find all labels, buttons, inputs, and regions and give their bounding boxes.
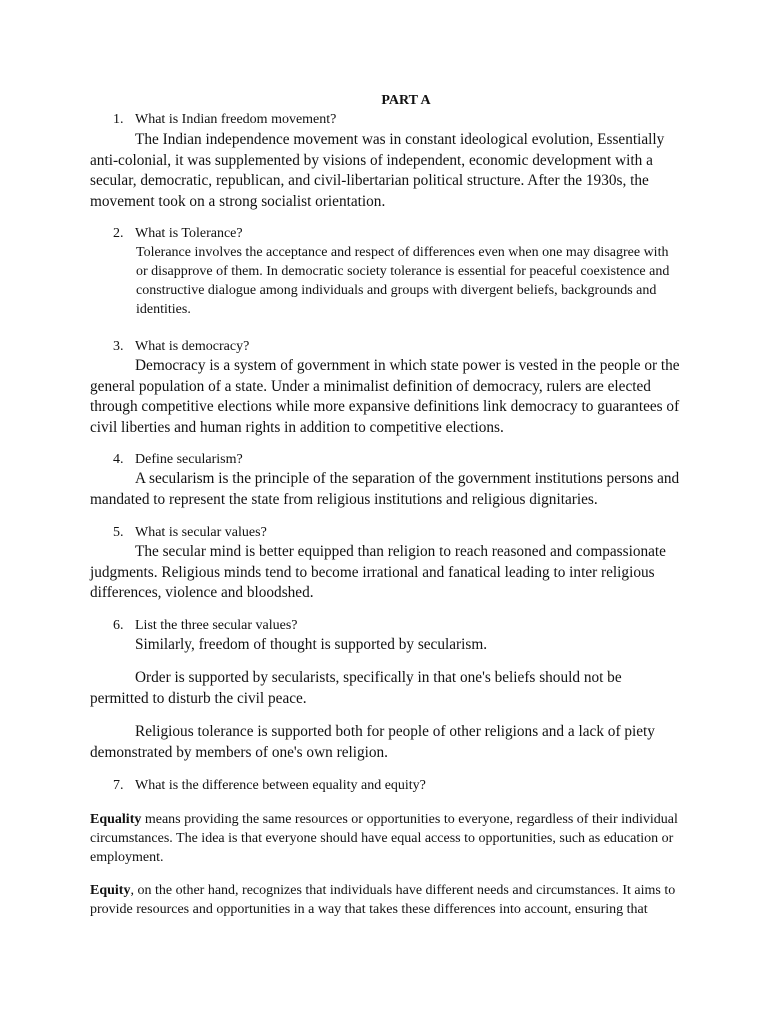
question-number: 1. — [113, 112, 124, 127]
question-text: What is democracy? — [135, 339, 250, 354]
question-6 — [113, 617, 297, 635]
equity-text: , on the other hand, recognizes that individuals have different needs and circumstances. It aims to provide resources and opportunities in a way that takes these differences into account, ensuring that — [90, 883, 676, 917]
question-text: What is the difference between equality and equity? — [135, 778, 426, 793]
answer-4 — [90, 469, 682, 510]
equality-text: means providing the same resources or opportunities to everyone, regardless of their individual circumstances. The idea is that everyone should have equal access to opportunities, such as education or employment. — [90, 812, 678, 865]
answer-1 — [90, 130, 682, 212]
question-4 — [113, 451, 243, 469]
answer-text: Religious tolerance is supported both for people of other religions and a lack of piety demonstrated by members of one's own religion. — [90, 723, 655, 761]
answer-text: Democracy is a system of government in which state power is vested in the people or the general population of a state. Under a minimalist definition of democracy, rulers are elected through competitive elections while more expansive definitions link democracy to guarantees of civil liberties and human rights in addition to competitive elections. — [90, 357, 680, 436]
answer-text: A secularism is the principle of the separation of the government institutions persons and mandated to represent the state from religious institutions and religious dignitaries. — [90, 470, 680, 508]
equity-definition — [90, 881, 680, 919]
question-7 — [113, 777, 426, 795]
equality-definition — [90, 810, 680, 867]
question-3 — [113, 338, 249, 356]
equality-term: Equality — [90, 812, 142, 827]
answer-text: Order is supported by secularists, specifically in that one's beliefs should not be permitted to disturb the civil peace. — [90, 669, 622, 707]
question-text: What is secular values? — [135, 525, 267, 540]
answer-2: Tolerance involves the acceptance and respect of differences even when one may disagree with or disapprove of them. In democratic society tolerance is essential for peaceful coexistence and constructive dialogue among individuals and groups with divergent beliefs, backgrounds and identities. — [136, 245, 670, 317]
question-number: 3. — [113, 339, 124, 354]
question-text: What is Tolerance? — [135, 226, 243, 241]
answer-3 — [90, 356, 682, 438]
answer-6-freedom — [90, 635, 682, 656]
question-number: 5. — [113, 525, 124, 540]
question-text: Define secularism? — [135, 452, 243, 467]
question-text: List the three secular values? — [135, 618, 298, 633]
equity-term: Equity — [90, 883, 131, 898]
page-title: PART A — [381, 93, 431, 108]
answer-text: The secular mind is better equipped than religion to reach reasoned and compassionate judgments. Religious minds tend to become irrational and fanatical leading to inter religious differences, violence and bloodshed. — [90, 543, 666, 601]
answer-text: Similarly, freedom of thought is supported by secularism. — [135, 636, 488, 653]
question-number: 7. — [113, 778, 124, 793]
question-number: 6. — [113, 618, 124, 633]
question-5 — [113, 524, 267, 542]
question-1 — [113, 111, 336, 129]
answer-6-tolerance — [90, 722, 682, 763]
question-number: 2. — [113, 226, 124, 241]
question-number: 4. — [113, 452, 124, 467]
answer-text: The Indian independence movement was in constant ideological evolution, Essentially anti-colonial, it was supplemented by visions of independent, economic development with a secular, democratic, republican, and civil-libertarian political structure. After the 1930s, the movement took on a strong socialist orientation. — [90, 131, 665, 210]
answer-6-order — [90, 668, 682, 709]
answer-5 — [90, 542, 682, 604]
question-text: What is Indian freedom movement? — [135, 112, 337, 127]
question-2 — [113, 225, 243, 243]
